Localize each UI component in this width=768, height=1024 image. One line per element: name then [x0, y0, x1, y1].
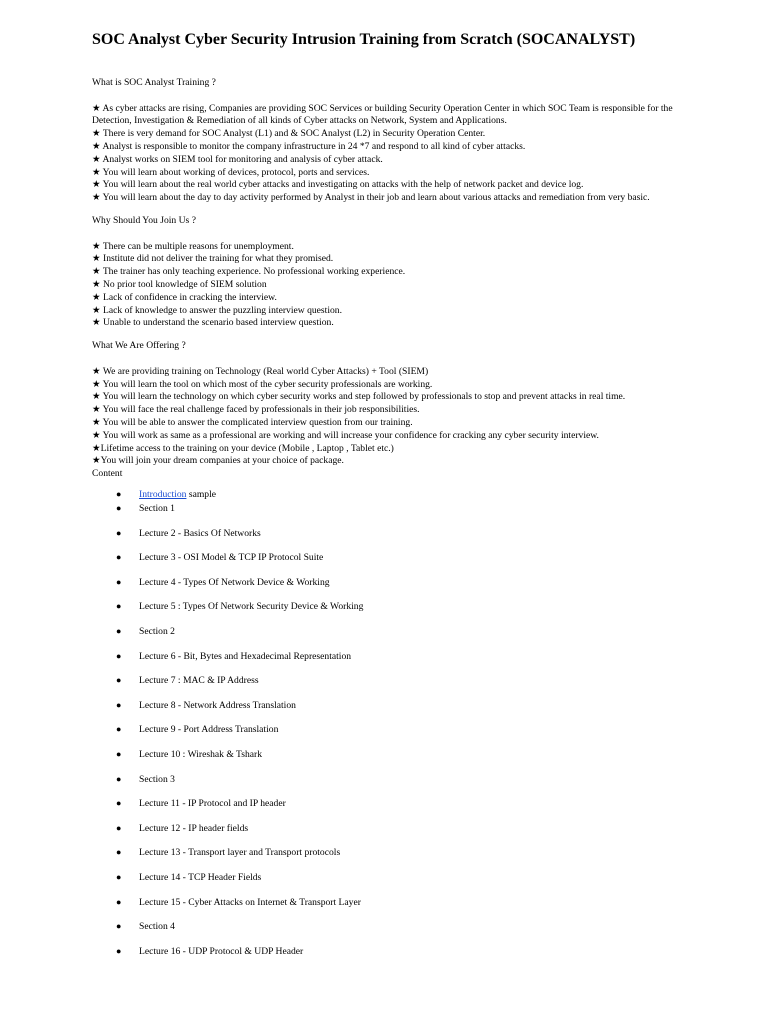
list-item-label: Lecture 5 : Types Of Network Security Device & Working [139, 601, 364, 612]
bullet-icon: ● [116, 626, 122, 636]
bullet-icon: ● [116, 675, 122, 685]
list-item-label: Lecture 14 - TCP Header Fields [139, 872, 262, 883]
bullet-icon: ● [116, 847, 122, 857]
list-item-label: Lecture 9 - Port Address Translation [139, 724, 279, 735]
body-line: ★ You will learn about the real world cyber attacks and investigating on attacks with the help of network packet and device log. [92, 179, 584, 191]
bullet-icon: ● [116, 749, 122, 759]
section-heading: What We Are Offering ? [92, 340, 186, 352]
list-item-label: Section 4 [139, 921, 175, 932]
bullet-icon: ● [116, 577, 122, 587]
body-line: ★ You will learn about working of devices, protocol, ports and services. [92, 166, 370, 178]
list-item-label: Lecture 11 - IP Protocol and IP header [139, 798, 286, 809]
bullet-icon: ● [116, 774, 122, 784]
bullet-icon: ● [116, 897, 122, 907]
body-line: ★ No prior tool knowledge of SIEM solution [92, 278, 267, 290]
section-offering [92, 340, 682, 468]
bullet-icon: ● [116, 552, 122, 562]
list-item-label: Lecture 16 - UDP Protocol & UDP Header [139, 946, 304, 957]
body-line: ★ The trainer has only teaching experience. No professional working experience. [92, 266, 406, 278]
list-item-label: Lecture 3 - OSI Model & TCP IP Protocol Suite [139, 552, 324, 563]
list-item-label: Lecture 15 - Cyber Attacks on Internet & Transport Layer [139, 897, 361, 908]
bullet-icon: ● [116, 489, 122, 499]
body-line: ★ You will learn about the day to day activity performed by Analyst in their job and learn about various attacks and remediation from very basic. [92, 192, 650, 204]
list-item-label: Lecture 8 - Network Address Translation [139, 700, 296, 711]
bullet-icon: ● [116, 946, 122, 956]
section-why-join [92, 215, 682, 330]
body-line: ★ We are providing training on Technology (Real world Cyber Attacks) + Tool (SIEM) [92, 365, 429, 377]
list-item-label: Lecture 13 - Transport layer and Transport protocols [139, 847, 341, 858]
body-line: ★ There is very demand for SOC Analyst (L1) and & SOC Analyst (L2) in Security Operation Center. [92, 128, 486, 140]
bullet-icon: ● [116, 700, 122, 710]
document-title: SOC Analyst Cyber Security Intrusion Training from Scratch (SOCANALYST) [92, 31, 636, 48]
body-line: ★ Unable to understand the scenario based interview question. [92, 317, 334, 329]
list-item-label: Lecture 12 - IP header fields [139, 823, 249, 834]
body-line: ★ Analyst works on SIEM tool for monitoring and analysis of cyber attack. [92, 153, 383, 165]
body-line: ★ Institute did not deliver the training for what they promised. [92, 253, 334, 265]
body-line: ★ You will be able to answer the complicated interview question from our training. [92, 416, 413, 428]
body-line: ★ Lack of knowledge to answer the puzzling interview question. [92, 304, 342, 316]
body-line: ★ Analyst is responsible to monitor the company infrastructure in 24 *7 and respond to all kind of cyber attacks. [92, 140, 526, 152]
bullet-icon: ● [116, 872, 122, 882]
sample-label: sample [186, 489, 217, 500]
bullet-icon: ● [116, 651, 122, 661]
bullet-icon: ● [116, 503, 122, 513]
introduction-link[interactable]: Introduction [139, 489, 187, 500]
bullet-icon: ● [116, 601, 122, 611]
section-heading: Why Should You Join Us ? [92, 214, 196, 226]
document-body [92, 77, 682, 481]
bullet-icon: ● [116, 921, 122, 931]
section-heading: What is SOC Analyst Training ? [92, 77, 216, 88]
list-item-label: Lecture 6 - Bit, Bytes and Hexadecimal Representation [139, 651, 352, 662]
bullet-icon: ● [116, 823, 122, 833]
body-line: ★Lifetime access to the training on your device (Mobile , Laptop , Tablet etc.) [92, 442, 394, 454]
content-label: Content [92, 468, 123, 480]
body-line: ★ You will learn the technology on which cyber security works and step followed by professionals to stop and prevent attacks in real time. [92, 391, 626, 403]
bullet-icon: ● [116, 528, 122, 538]
list-item-label: Lecture 4 - Types Of Network Device & Working [139, 577, 330, 588]
body-line: ★ You will face the real challenge faced by professionals in their job responsibilities. [92, 404, 420, 416]
list-item-label: Lecture 10 : Wireshak & Tshark [139, 749, 263, 760]
bullet-icon: ● [116, 724, 122, 734]
list-item-label: Lecture 2 - Basics Of Networks [139, 528, 261, 539]
body-line: ★ Lack of confidence in cracking the interview. [92, 291, 277, 303]
list-item-label: Section 2 [139, 626, 175, 637]
section-what-is [92, 77, 682, 205]
list-item-label: Section 1 [139, 503, 175, 514]
body-line: ★ As cyber attacks are rising, Companies are providing SOC Services or building Security Operation Center in which SOC Team is responsible for the Detection, Investigation & Remediation of all kinds of Cyber attacks on Network, System and Applications. [92, 102, 673, 127]
body-line: ★You will join your dream companies at your choice of package. [92, 455, 344, 467]
body-line: ★ There can be multiple reasons for unemployment. [92, 240, 294, 252]
body-line: ★ You will learn the tool on which most of the cyber security professionals are working. [92, 378, 433, 390]
list-item-label: Lecture 7 : MAC & IP Address [139, 675, 259, 686]
list-item-label: Section 3 [139, 774, 175, 785]
bullet-icon: ● [116, 798, 122, 808]
body-line: ★ You will work as same as a professional are working and will increase your confidence for cracking any cyber security interview. [92, 429, 599, 441]
